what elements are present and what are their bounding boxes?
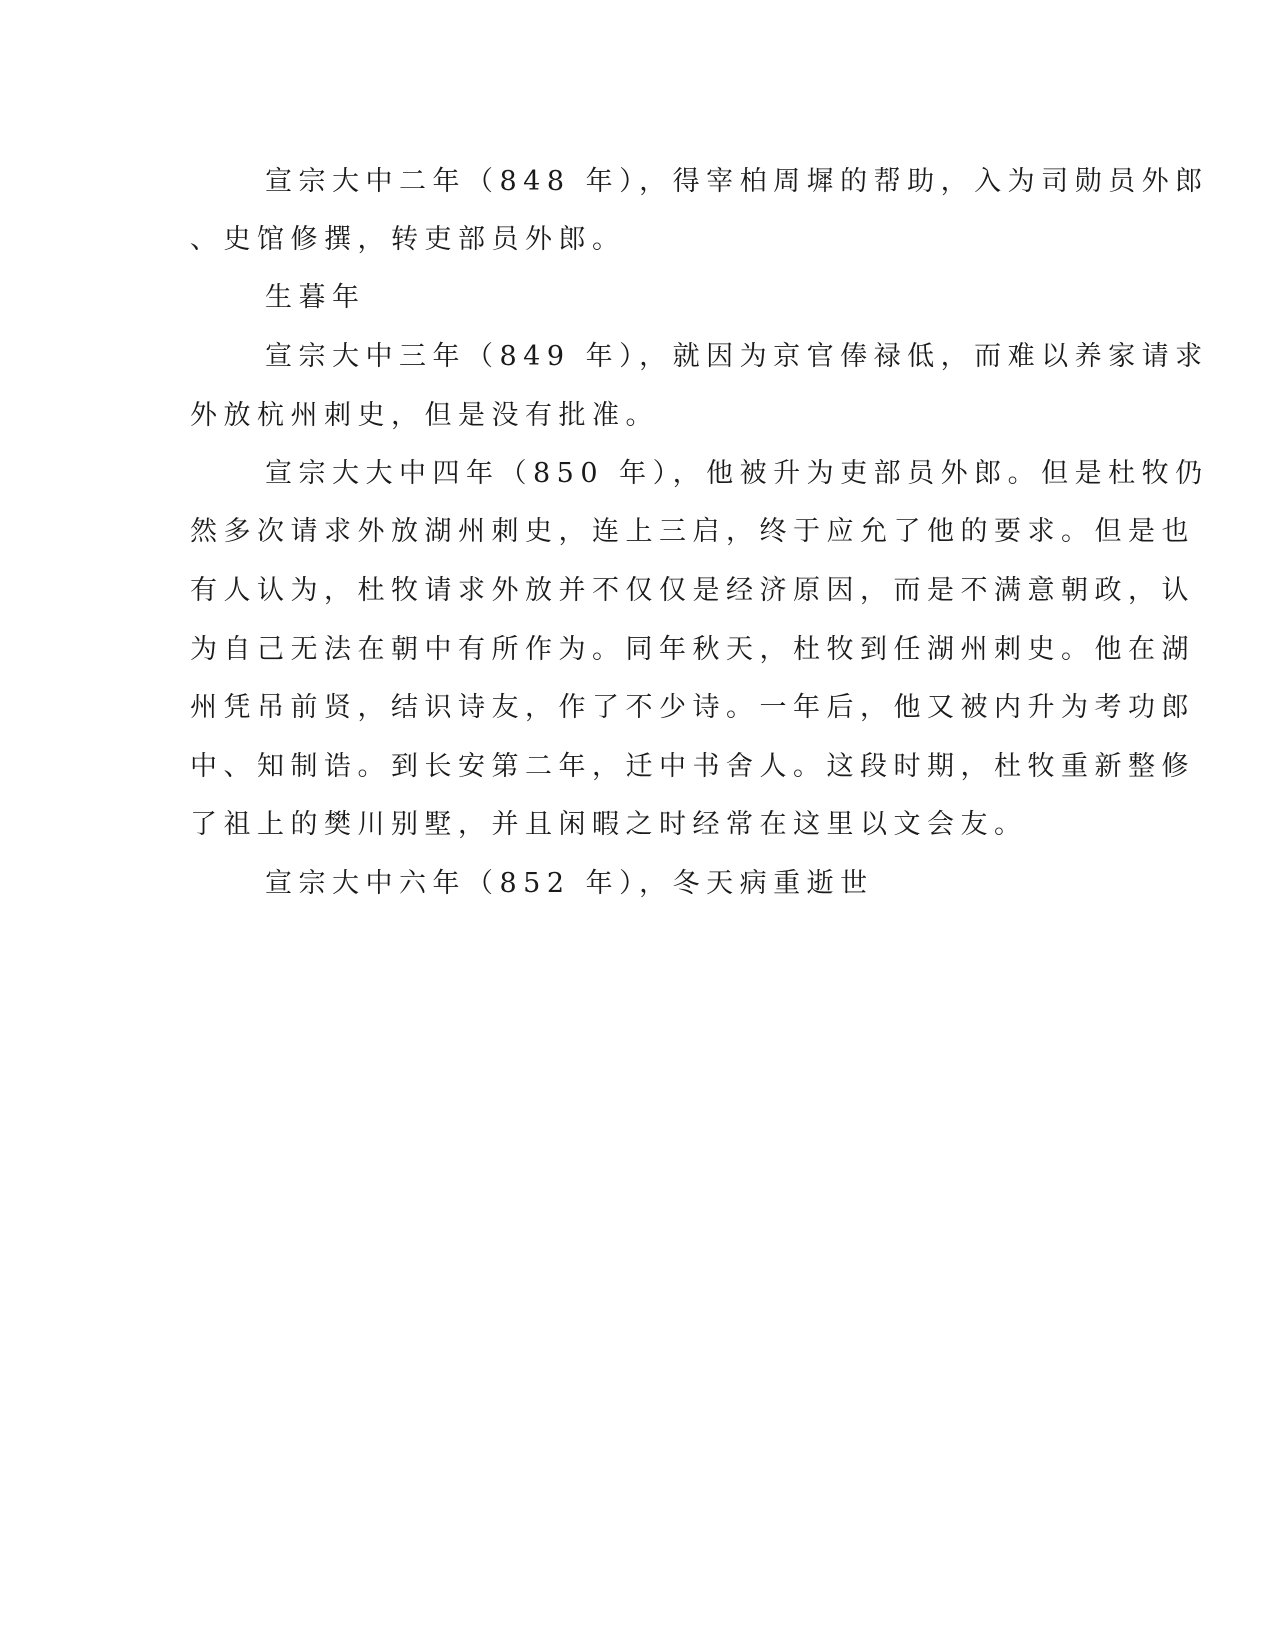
- paragraph-4-line-5: 州凭吊前贤，结识诗友，作了不少诗。一年后，他又被内升为考功郎: [190, 692, 1195, 723]
- paragraph-1-line-1: 宣宗大中二年（848 年），得宰柏周墀的帮助，入为司勋员外郎: [265, 166, 1209, 197]
- paragraph-4-line-1: 宣宗大大中四年（850 年），他被升为吏部员外郎。但是杜牧仍: [265, 458, 1209, 489]
- paragraph-4-line-6: 中、知制诰。到长安第二年，迁中书舍人。这段时期，杜牧重新整修: [190, 751, 1195, 782]
- paragraph-2-line-1: 生暮年: [265, 282, 366, 313]
- paragraph-1-line-2: 、史馆修撰，转吏部员外郎。: [190, 224, 626, 255]
- paragraph-5-line-1: 宣宗大中六年（852 年），冬天病重逝世: [265, 868, 874, 899]
- paragraph-3-line-1: 宣宗大中三年（849 年），就因为京官俸禄低，而难以养家请求: [265, 341, 1209, 372]
- paragraph-4-line-2: 然多次请求外放湖州刺史，连上三启，终于应允了他的要求。但是也: [190, 516, 1195, 547]
- paragraph-3-line-2: 外放杭州刺史，但是没有批准。: [190, 400, 659, 431]
- paragraph-4-line-3: 有人认为，杜牧请求外放并不仅仅是经济原因，而是不满意朝政，认: [190, 575, 1195, 606]
- paragraph-4-line-4: 为自己无法在朝中有所作为。同年秋天，杜牧到任湖州刺史。他在湖: [190, 634, 1195, 665]
- paragraph-4-line-7: 了祖上的樊川别墅，并且闲暇之时经常在这里以文会友。: [190, 809, 1028, 840]
